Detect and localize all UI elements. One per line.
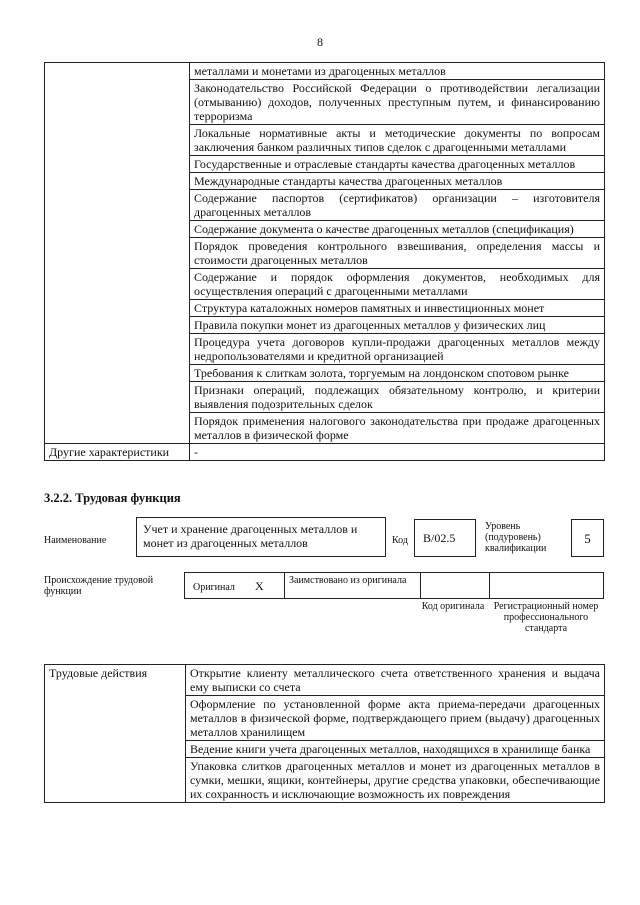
knowledge-item: металлами и монетами из драгоценных металлов <box>190 63 605 80</box>
borrowed-label: Заимствовано из оригинала <box>289 575 407 586</box>
page-number: 8 <box>317 35 323 49</box>
action-item: Упаковка слитков драгоценных металлов и монет из драгоценных металлов в сумки, мешки, ящики, контейнеры, другие средства упаковки, обеспечивающие их сохранность и исключающие возможность их повреждения <box>186 758 605 803</box>
actions-table <box>44 664 605 803</box>
knowledge-item: Структура каталожных номеров памятных и инвестиционных монет <box>190 300 605 317</box>
knowledge-item: Содержание документа о качестве драгоценных металлов (спецификация) <box>190 221 605 238</box>
knowledge-item: Требования к слиткам золота, торгуемым на лондонском спотовом рынке <box>190 365 605 382</box>
knowledge-item: Порядок применения налогового законодательства при продаже драгоценных металлов в физической форме <box>190 413 605 444</box>
knowledge-item: Содержание и порядок оформления документов, необходимых для осуществления операций с драгоценными металлами <box>190 269 605 300</box>
original-mark: X <box>255 579 264 593</box>
action-item: Ведение книги учета драгоценных металлов, находящихся в хранилище банка <box>186 741 605 758</box>
actions-label: Трудовые действия <box>45 665 186 803</box>
knowledge-item: Международные стандарты качества драгоценных металлов <box>190 173 605 190</box>
reg-caption: Регистрационный номер профессионального стандарта <box>493 601 599 634</box>
knowledge-item: Признаки операций, подлежащих обязательному контролю, и критерии выявления подозрительных сделок <box>190 382 605 413</box>
code-caption: Код оригинала <box>421 601 485 612</box>
level-value: 5 <box>584 531 591 546</box>
original-label: Оригинал <box>193 582 235 593</box>
level-value-box <box>571 519 604 557</box>
level-label: Уровень (подуровень) квалификации <box>485 521 547 554</box>
knowledge-item: Процедура учета договоров купли-продажи драгоценных металлов между недропользователями и кредитной организацией <box>190 334 605 365</box>
name-label: Наименование <box>44 535 107 546</box>
name-value: Учет и хранение драгоценных металлов и монет из драгоценных металлов <box>143 522 358 550</box>
knowledge-item: Порядок проведения контрольного взвешивания, определения массы и стоимости драгоценных металлов <box>190 238 605 269</box>
name-value-box <box>136 517 386 557</box>
section-title: 3.2.2. Трудовая функция <box>44 491 181 505</box>
code-label: Код <box>392 535 408 546</box>
origin-divider-1 <box>284 573 285 598</box>
action-item: Оформление по установленной форме акта приема-передачи драгоценных металлов в физической форме, подтверждающего прием (выдачу) драгоценных металлов хранилищем <box>186 696 605 741</box>
knowledge-item: Правила покупки монет из драгоценных металлов у физических лиц <box>190 317 605 334</box>
code-value-box <box>414 519 476 557</box>
knowledge-label-cell <box>45 63 190 444</box>
knowledge-item: Локальные нормативные акты и методические документы по вопросам заключения банком различных типов сделок с драгоценными металлами <box>190 125 605 156</box>
knowledge-item: Законодательство Российской Федерации о противодействии легализации (отмыванию) доходов, полученных преступным путем, и финансированию терроризма <box>190 80 605 125</box>
other-characteristics-value: - <box>190 444 605 461</box>
origin-box <box>184 572 604 599</box>
other-characteristics-label: Другие характеристики <box>45 444 190 461</box>
knowledge-item: Государственные и отраслевые стандарты качества драгоценных металлов <box>190 156 605 173</box>
action-item: Открытие клиенту металлического счета ответственного хранения и выдача ему выписки со счета <box>186 665 605 696</box>
origin-divider-3 <box>489 573 490 598</box>
origin-divider-2 <box>420 573 421 598</box>
code-value: В/02.5 <box>423 531 456 545</box>
knowledge-table <box>44 62 605 461</box>
origin-label: Происхождение трудовой функции <box>44 575 154 597</box>
knowledge-item: Содержание паспортов (сертификатов) организации – изготовителя драгоценных металлов <box>190 190 605 221</box>
